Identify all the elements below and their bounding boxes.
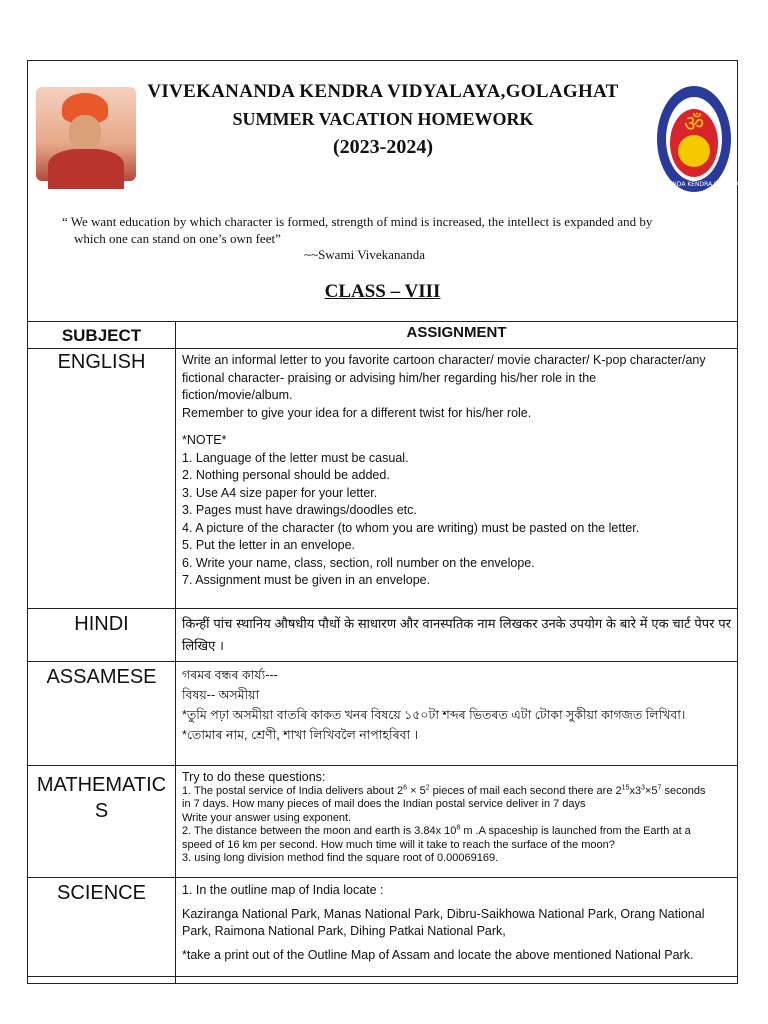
table-row-mathematics [28,766,738,878]
assignment-table [27,321,738,984]
swami-vivekananda-portrait [36,87,136,181]
quote: “ We want education by which character is formed, strength of mind is increased, the intellect is expanded and by which one can stand on one’s own feet” [62,214,653,246]
column-header-assignment: ASSIGNMENT [176,322,738,349]
document-header [28,61,746,322]
table-row-english [28,349,738,609]
column-header-subject: SUBJECT [28,322,176,349]
table-header-row [28,322,738,349]
school-logo [642,85,746,193]
school-name: VIVEKANANDA KENDRA VIDYALAYA,GOLAGHAT [147,81,619,102]
class-title: CLASS – VIII [324,281,441,302]
table-row-science [28,878,738,984]
table-row-hindi [28,609,738,662]
subject-assamese: ASSAMESE [28,662,176,766]
assignment-assamese: গৰমৰ বন্ধৰ কাৰ্য্য--- বিষয়-- অসমীয়া *তুমি পঢ়া অসমীয়া বাতৰি কাকত খনৰ বিষয়ে ১৫০টা শব্দৰ ভিতৰত এটা টোকা সুকীয়া কাগজত লিখিবা। *তোমাৰ নাম, শ্ৰেণী, শাখা লিখিবলৈ নাপাহৰিবা । [176,662,738,766]
subject-science: SCIENCE [28,878,176,984]
quote-attribution: ~~Swami Vivekananda [304,247,425,262]
assignment-hindi: किन्हीं पांच स्थानिय औषधीय पौधों के साधारण और वानस्पतिक नाम लिखकर उनके उपयोग के बारे में एक चार्ट पेपर पर लिखिए । [176,609,738,662]
svg-text:VIVEKANANDA KENDRA VIDYALAYA: VIVEKANANDA KENDRA VIDYALAYA [642,181,746,188]
homework-page [27,60,746,977]
assignment-mathematics: Try to do these questions: 1. The postal service of India delivers about $2^6 \times 5^2$ pieces of mail each second there are $2^{15}x3^3\times 5^7$ seconds in 7 days. How many pieces of mail does the Indian postal service deliver in 7 days Write your answer using exponent. 2. The distance between the moon and earth is 3.84x $10^8$ m .A spaceship is launched from the Earth at a speed of 16 km per second. How much time will it take to reach the surface of the moon? 3. using long division method find the square root of 0.00069169. [176,766,738,878]
homework-title: SUMMER VACATION HOMEWORK [232,109,534,129]
subject-english: ENGLISH [28,349,176,609]
table-row-assamese [28,662,738,766]
assignment-english: Write an informal letter to you favorite cartoon character/ movie character/ K-pop character/any fictional character- praising or advising him/her regarding his/her role in the fiction/movie/album. Remember to give your idea for a different twist for his/her role. *NOTE* 1. Language of the letter must be casual. 2. Nothing personal should be added. 3. Use A4 size paper for your letter. 3. Pages must have drawings/doodles etc. 4. A picture of the character (to whom you are writing) must be pasted on the letter. 5. Put the letter in an envelope. 6. Write your name, class, section, roll number on the envelope. 7. Assignment must be given in an envelope. [176,349,738,609]
subject-hindi: HINDI [28,609,176,662]
svg-text:ॐ: ॐ [683,112,705,137]
assignment-science: 1. In the outline map of India locate : Kaziranga National Park, Manas National Park, Dibru-Saikhowa National Park, Orang National Park, Raimona National Park, Dihing Patkai National Park, *take a print out of the Outline Map of Assam and locate the above mentioned National Park. [176,878,738,984]
subject-mathematics: MATHEMATIC S [28,766,176,878]
academic-year: (2023-2024) [333,136,433,158]
